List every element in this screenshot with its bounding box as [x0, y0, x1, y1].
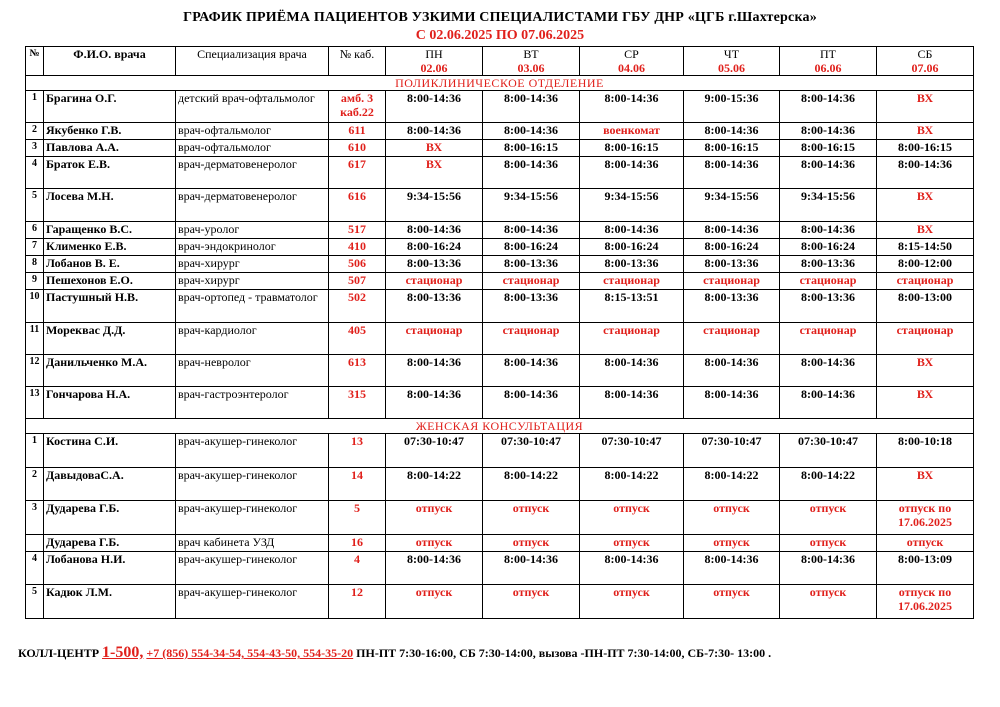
section-title: ПОЛИКЛИНИЧЕСКОЕ ОТДЕЛЕНИЕ — [26, 76, 974, 91]
doctor-name: Данильченко М.А. — [44, 355, 176, 387]
cabinet-number: 517 — [329, 222, 386, 239]
schedule-cell: 8:00-13:36 — [483, 256, 580, 273]
schedule-cell: отпуск — [386, 585, 483, 619]
schedule-cell: 8:00-13:00 — [877, 290, 974, 323]
table-row — [26, 585, 974, 619]
schedule-cell: стационар — [483, 323, 580, 355]
header-spec: Специализация врача — [176, 47, 329, 76]
schedule-cell: 8:00-16:24 — [684, 239, 780, 256]
doctor-name: Лобанов В. Е. — [44, 256, 176, 273]
schedule-cell: отпуск — [386, 501, 483, 535]
header-row — [26, 47, 974, 76]
header-day-tue: ВТ 03.06 — [483, 47, 580, 76]
schedule-cell: отпуск — [580, 585, 684, 619]
schedule-cell: стационар — [684, 323, 780, 355]
schedule-cell: ВХ — [386, 140, 483, 157]
table-row — [26, 189, 974, 222]
schedule-cell: 8:00-14:36 — [483, 387, 580, 419]
schedule-cell: отпуск — [780, 535, 877, 552]
schedule-cell: 8:00-14:36 — [780, 91, 877, 123]
header-day-sat: СБ 07.06 — [877, 47, 974, 76]
schedule-cell: 8:00-14:36 — [483, 355, 580, 387]
schedule-cell: отпуск по 17.06.2025 — [877, 501, 974, 535]
schedule-cell: стационар — [780, 323, 877, 355]
table-row — [26, 239, 974, 256]
schedule-cell: 8:00-14:36 — [386, 387, 483, 419]
header-day-fri: ПТ 06.06 — [780, 47, 877, 76]
doctor-name: Мореквас Д.Д. — [44, 323, 176, 355]
cabinet-number: 405 — [329, 323, 386, 355]
row-number: 10 — [26, 290, 44, 323]
table-row — [26, 140, 974, 157]
call-center-footer — [18, 644, 771, 662]
schedule-cell: стационар — [580, 323, 684, 355]
doctor-name: Пешехонов Е.О. — [44, 273, 176, 290]
specialization: врач-эндокринолог — [176, 239, 329, 256]
schedule-cell: 8:00-14:36 — [580, 552, 684, 585]
table-row — [26, 501, 974, 535]
schedule-cell: 8:00-14:36 — [684, 355, 780, 387]
schedule-cell: 8:00-16:24 — [780, 239, 877, 256]
schedule-cell: стационар — [684, 273, 780, 290]
schedule-cell: 8:00-13:36 — [580, 256, 684, 273]
schedule-cell: отпуск — [684, 585, 780, 619]
table-row — [26, 535, 974, 552]
schedule-cell: 9:34-15:56 — [580, 189, 684, 222]
row-number: 7 — [26, 239, 44, 256]
call-center-phones[interactable]: +7 (856) 554-34-54, 554-43-50, 554-35-20 — [146, 646, 354, 660]
row-number: 4 — [26, 157, 44, 189]
schedule-cell: 8:00-14:36 — [684, 222, 780, 239]
table-row — [26, 552, 974, 585]
schedule-cell: 8:00-14:36 — [580, 222, 684, 239]
schedule-cell: стационар — [386, 323, 483, 355]
doctor-name: Клименко Е.В. — [44, 239, 176, 256]
cabinet-number: 16 — [329, 535, 386, 552]
schedule-cell: 8:00-14:36 — [386, 123, 483, 140]
row-number: 9 — [26, 273, 44, 290]
table-row — [26, 290, 974, 323]
schedule-cell: 8:00-13:36 — [483, 290, 580, 323]
schedule-cell: 8:00-14:36 — [780, 387, 877, 419]
header-cab: № каб. — [329, 47, 386, 76]
section-header-row — [26, 419, 974, 434]
schedule-cell: отпуск — [780, 501, 877, 535]
schedule-cell: 8:00-14:36 — [780, 123, 877, 140]
schedule-cell: 8:00-16:24 — [580, 239, 684, 256]
schedule-cell: 8:00-14:36 — [580, 91, 684, 123]
specialization: врач-гастроэнтеролог — [176, 387, 329, 419]
row-number: 3 — [26, 501, 44, 535]
specialization: врач кабинета УЗД — [176, 535, 329, 552]
schedule-cell: 8:00-14:36 — [386, 355, 483, 387]
schedule-cell: 8:00-14:22 — [483, 468, 580, 501]
table-row — [26, 91, 974, 123]
cabinet-number: 502 — [329, 290, 386, 323]
cabinet-number: 410 — [329, 239, 386, 256]
schedule-cell: 9:00-15:36 — [684, 91, 780, 123]
page-title: ГРАФИК ПРИЁМА ПАЦИЕНТОВ УЗКИМИ СПЕЦИАЛИСТАМИ ГБУ ДНР «ЦГБ г.Шахтерска» — [183, 10, 817, 25]
schedule-cell: 8:00-14:22 — [386, 468, 483, 501]
cabinet-number: 4 — [329, 552, 386, 585]
schedule-cell: 8:00-14:36 — [684, 123, 780, 140]
doctor-name: Дударева Г.Б. — [44, 501, 176, 535]
doctor-name: Пастушный Н.В. — [44, 290, 176, 323]
schedule-cell: стационар — [877, 323, 974, 355]
doctor-name: Лосева М.Н. — [44, 189, 176, 222]
schedule-cell: стационар — [780, 273, 877, 290]
table-row — [26, 387, 974, 419]
schedule-cell: 8:00-14:36 — [684, 157, 780, 189]
specialization: детский врач-офтальмолог — [176, 91, 329, 123]
section-header-row — [26, 76, 974, 91]
specialization: врач-акушер-гинеколог — [176, 552, 329, 585]
schedule-cell: 8:00-16:15 — [877, 140, 974, 157]
doctor-name: Гаращенко В.С. — [44, 222, 176, 239]
row-number: 2 — [26, 123, 44, 140]
schedule-cell: 8:15-13:51 — [580, 290, 684, 323]
schedule-cell: ВХ — [877, 189, 974, 222]
schedule-cell: 8:00-14:36 — [780, 222, 877, 239]
schedule-cell: 8:00-14:36 — [483, 91, 580, 123]
schedule-cell: отпуск — [780, 585, 877, 619]
schedule-cell: 8:00-16:15 — [780, 140, 877, 157]
specialization: врач-акушер-гинеколог — [176, 434, 329, 468]
doctor-name: Браток Е.В. — [44, 157, 176, 189]
doctor-name: Павлова А.А. — [44, 140, 176, 157]
schedule-cell: 9:34-15:56 — [684, 189, 780, 222]
schedule-cell: ВХ — [877, 387, 974, 419]
schedule-cell: 8:00-13:36 — [386, 256, 483, 273]
cabinet-number: 506 — [329, 256, 386, 273]
table-row — [26, 323, 974, 355]
schedule-cell: ВХ — [877, 468, 974, 501]
schedule-cell: 8:00-16:15 — [483, 140, 580, 157]
schedule-cell: 8:00-14:36 — [780, 157, 877, 189]
schedule-cell: отпуск — [877, 535, 974, 552]
specialization: врач-акушер-гинеколог — [176, 585, 329, 619]
schedule-cell: 8:00-14:36 — [386, 222, 483, 239]
schedule-cell: 8:00-14:36 — [877, 157, 974, 189]
schedule-cell: 8:00-13:36 — [780, 290, 877, 323]
row-number: 1 — [26, 91, 44, 123]
schedule-cell: отпуск по 17.06.2025 — [877, 585, 974, 619]
row-number: 12 — [26, 355, 44, 387]
schedule-cell: 8:00-14:22 — [780, 468, 877, 501]
schedule-cell: отпуск — [483, 585, 580, 619]
schedule-cell: 8:00-14:36 — [483, 552, 580, 585]
schedule-cell: отпуск — [483, 501, 580, 535]
cabinet-number: 613 — [329, 355, 386, 387]
specialization: врач-дерматовенеролог — [176, 189, 329, 222]
header-num: № — [26, 47, 44, 76]
doctor-name: Дударева Г.Б. — [44, 535, 176, 552]
row-number: 2 — [26, 468, 44, 501]
schedule-cell: 8:00-13:36 — [684, 256, 780, 273]
doctor-name: Якубенко Г.В. — [44, 123, 176, 140]
row-number: 6 — [26, 222, 44, 239]
table-row — [26, 256, 974, 273]
schedule-cell: 8:00-14:36 — [483, 123, 580, 140]
schedule-cell: стационар — [877, 273, 974, 290]
schedule-cell: ВХ — [386, 157, 483, 189]
schedule-cell: ВХ — [877, 123, 974, 140]
schedule-cell: 8:00-14:22 — [580, 468, 684, 501]
cabinet-number: 12 — [329, 585, 386, 619]
table-row — [26, 273, 974, 290]
schedule-cell: 07:30-10:47 — [386, 434, 483, 468]
cabinet-number: 616 — [329, 189, 386, 222]
schedule-cell: ВХ — [877, 222, 974, 239]
schedule-cell: 8:00-14:36 — [780, 552, 877, 585]
row-number: 3 — [26, 140, 44, 157]
schedule-cell: стационар — [580, 273, 684, 290]
schedule-cell: 8:00-12:00 — [877, 256, 974, 273]
doctor-name: Гончарова Н.А. — [44, 387, 176, 419]
schedule-cell: 07:30-10:47 — [580, 434, 684, 468]
specialization: врач-хирург — [176, 256, 329, 273]
page-subtitle: С 02.06.2025 ПО 07.06.2025 — [415, 28, 585, 43]
row-number: 11 — [26, 323, 44, 355]
cabinet-number: амб. 3 каб.22 — [329, 91, 386, 123]
schedule-cell: 07:30-10:47 — [483, 434, 580, 468]
header-day-thu: ЧТ 05.06 — [684, 47, 780, 76]
schedule-table — [25, 46, 974, 619]
schedule-cell: 07:30-10:47 — [780, 434, 877, 468]
schedule-cell: 8:00-16:24 — [386, 239, 483, 256]
cabinet-number: 617 — [329, 157, 386, 189]
schedule-cell: 8:00-14:36 — [483, 157, 580, 189]
doctor-name: Лобанова Н.И. — [44, 552, 176, 585]
specialization: врач-невролог — [176, 355, 329, 387]
schedule-cell: 9:34-15:56 — [483, 189, 580, 222]
schedule-cell: отпуск — [580, 535, 684, 552]
schedule-cell: 9:34-15:56 — [780, 189, 877, 222]
schedule-cell: 8:00-13:36 — [386, 290, 483, 323]
table-row — [26, 355, 974, 387]
schedule-cell: военкомат — [580, 123, 684, 140]
specialization: врач-акушер-гинеколог — [176, 501, 329, 535]
specialization: врач-офтальмолог — [176, 123, 329, 140]
schedule-cell: 8:00-16:15 — [580, 140, 684, 157]
schedule-cell: 8:00-14:36 — [386, 552, 483, 585]
call-center-hours: ПН-ПТ 7:30-16:00, СБ 7:30-14:00, вызова -ПН-ПТ 7:30-14:00, СБ-7:30- 13:00 . — [356, 646, 772, 660]
cabinet-number: 14 — [329, 468, 386, 501]
row-number: 8 — [26, 256, 44, 273]
schedule-cell: 8:00-16:24 — [483, 239, 580, 256]
header-fio: Ф.И.О. врача — [44, 47, 176, 76]
row-number — [26, 535, 44, 552]
header-day-mon: ПН 02.06 — [386, 47, 483, 76]
specialization: врач-акушер-гинеколог — [176, 468, 329, 501]
schedule-cell: 8:00-14:36 — [580, 355, 684, 387]
row-number: 5 — [26, 585, 44, 619]
schedule-cell: 8:00-14:22 — [684, 468, 780, 501]
call-center-short-number[interactable]: 1-500, — [102, 644, 144, 661]
schedule-cell: 8:00-14:36 — [483, 222, 580, 239]
schedule-cell: отпуск — [684, 501, 780, 535]
specialization: врач-ортопед - травматолог — [176, 290, 329, 323]
schedule-cell: ВХ — [877, 91, 974, 123]
table-row — [26, 157, 974, 189]
schedule-cell: 8:00-14:36 — [684, 552, 780, 585]
doctor-name: Кадюк Л.М. — [44, 585, 176, 619]
row-number: 1 — [26, 434, 44, 468]
schedule-cell: 07:30-10:47 — [684, 434, 780, 468]
specialization: врач-дерматовенеролог — [176, 157, 329, 189]
schedule-cell: 8:00-14:36 — [780, 355, 877, 387]
row-number: 5 — [26, 189, 44, 222]
schedule-cell: отпуск — [580, 501, 684, 535]
schedule-cell: ВХ — [877, 355, 974, 387]
cabinet-number: 610 — [329, 140, 386, 157]
schedule-cell: 8:00-13:36 — [780, 256, 877, 273]
cabinet-number: 13 — [329, 434, 386, 468]
schedule-cell: отпуск — [684, 535, 780, 552]
doctor-name: ДавыдоваС.А. — [44, 468, 176, 501]
row-number: 4 — [26, 552, 44, 585]
schedule-cell: 8:00-14:36 — [580, 387, 684, 419]
table-row — [26, 123, 974, 140]
schedule-cell: 9:34-15:56 — [386, 189, 483, 222]
schedule-cell: стационар — [483, 273, 580, 290]
header-day-wed: СР 04.06 — [580, 47, 684, 76]
cabinet-number: 507 — [329, 273, 386, 290]
table-row — [26, 468, 974, 501]
section-title: ЖЕНСКАЯ КОНСУЛЬТАЦИЯ — [26, 419, 974, 434]
schedule-cell: 8:00-14:36 — [580, 157, 684, 189]
table-row — [26, 434, 974, 468]
schedule-cell: стационар — [386, 273, 483, 290]
schedule-cell: отпуск — [483, 535, 580, 552]
schedule-cell: 8:00-13:36 — [684, 290, 780, 323]
schedule-cell: 8:00-13:09 — [877, 552, 974, 585]
specialization: врач-уролог — [176, 222, 329, 239]
cabinet-number: 611 — [329, 123, 386, 140]
schedule-cell: 8:15-14:50 — [877, 239, 974, 256]
specialization: врач-кардиолог — [176, 323, 329, 355]
cabinet-number: 5 — [329, 501, 386, 535]
doctor-name: Брагина О.Г. — [44, 91, 176, 123]
specialization: врач-офтальмолог — [176, 140, 329, 157]
cabinet-number: 315 — [329, 387, 386, 419]
schedule-cell: 8:00-14:36 — [684, 387, 780, 419]
schedule-cell: 8:00-16:15 — [684, 140, 780, 157]
table-row — [26, 222, 974, 239]
row-number: 13 — [26, 387, 44, 419]
call-center-label: КОЛЛ-ЦЕНТР — [18, 646, 100, 660]
schedule-cell: отпуск — [386, 535, 483, 552]
doctor-name: Костина С.И. — [44, 434, 176, 468]
specialization: врач-хирург — [176, 273, 329, 290]
schedule-cell: 8:00-14:36 — [386, 91, 483, 123]
schedule-cell: 8:00-10:18 — [877, 434, 974, 468]
